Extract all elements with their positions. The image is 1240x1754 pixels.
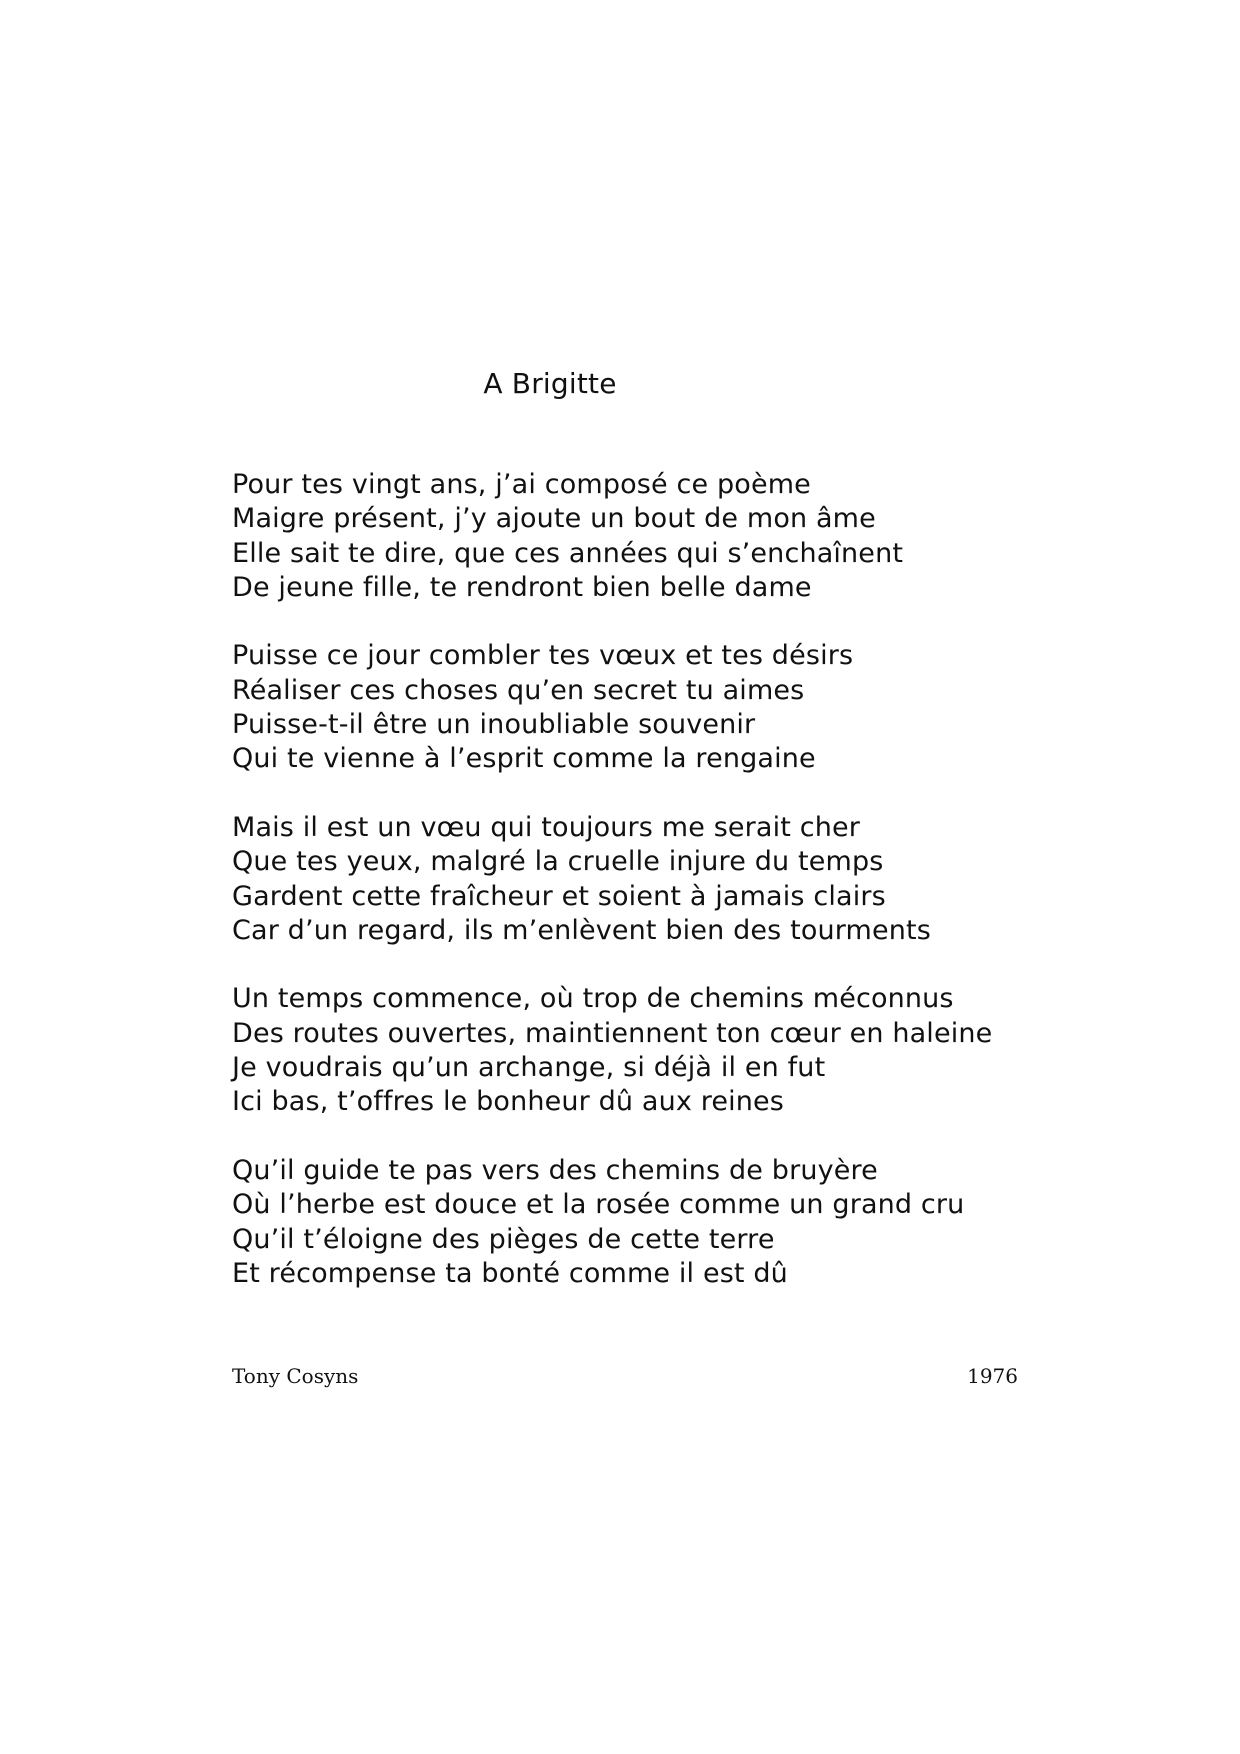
poem-line: Des routes ouvertes, maintiennent ton cœur en haleine [232,1017,993,1049]
poem-line: Elle sait te dire, que ces années qui s’enchaînent [232,537,904,569]
stanza [232,639,1132,776]
poem-line: Et récompense ta bonté comme il est dû [232,1257,788,1289]
poem-line: Gardent cette fraîcheur et soient à jamais clairs [232,880,886,912]
poem-line: Puisse ce jour combler tes vœux et tes désirs [232,640,854,672]
stanza [232,982,1132,1119]
poem-line: Pour tes vingt ans, j’ai composé ce poème [232,469,811,500]
poem-line: Puisse-t-il être un inoubliable souvenir [232,709,756,741]
poem-line: Qui te vienne à l’esprit comme la rengaine [232,743,816,775]
poem-title: A Brigitte [483,367,617,400]
poem-line: Qu’il guide te pas vers des chemins de bruyère [232,1154,878,1186]
poem-line: Ici bas, t’offres le bonheur dû aux reines [232,1086,785,1118]
poem-year: 1976 [967,1364,1018,1388]
poem-line: Car d’un regard, ils m’enlèvent bien des tourments [232,914,931,946]
poem-line: Réaliser ces choses qu’en secret tu aimes [232,674,805,706]
poem-line: Mais il est un vœu qui toujours me serait cher [232,811,861,843]
stanza [232,1154,1132,1291]
stanza [232,468,1132,605]
stanza [232,811,1132,948]
poem-line: Maigre présent, j’y ajoute un bout de mon âme [232,503,876,535]
poem-body [232,468,1132,1291]
poem-line: De jeune fille, te rendront bien belle dame [232,571,812,603]
poem-line: Qu’il t’éloigne des pièges de cette terre [232,1223,775,1255]
poem-line: Je voudrais qu’un archange, si déjà il en fut [232,1052,826,1084]
author-name: Tony Cosyns [232,1364,359,1388]
poem-line: Un temps commence, où trop de chemins méconnus [232,983,954,1015]
poem-line: Où l’herbe est douce et la rosée comme un grand cru [232,1189,965,1221]
poem-line: Que tes yeux, malgré la cruelle injure du temps [232,846,884,878]
